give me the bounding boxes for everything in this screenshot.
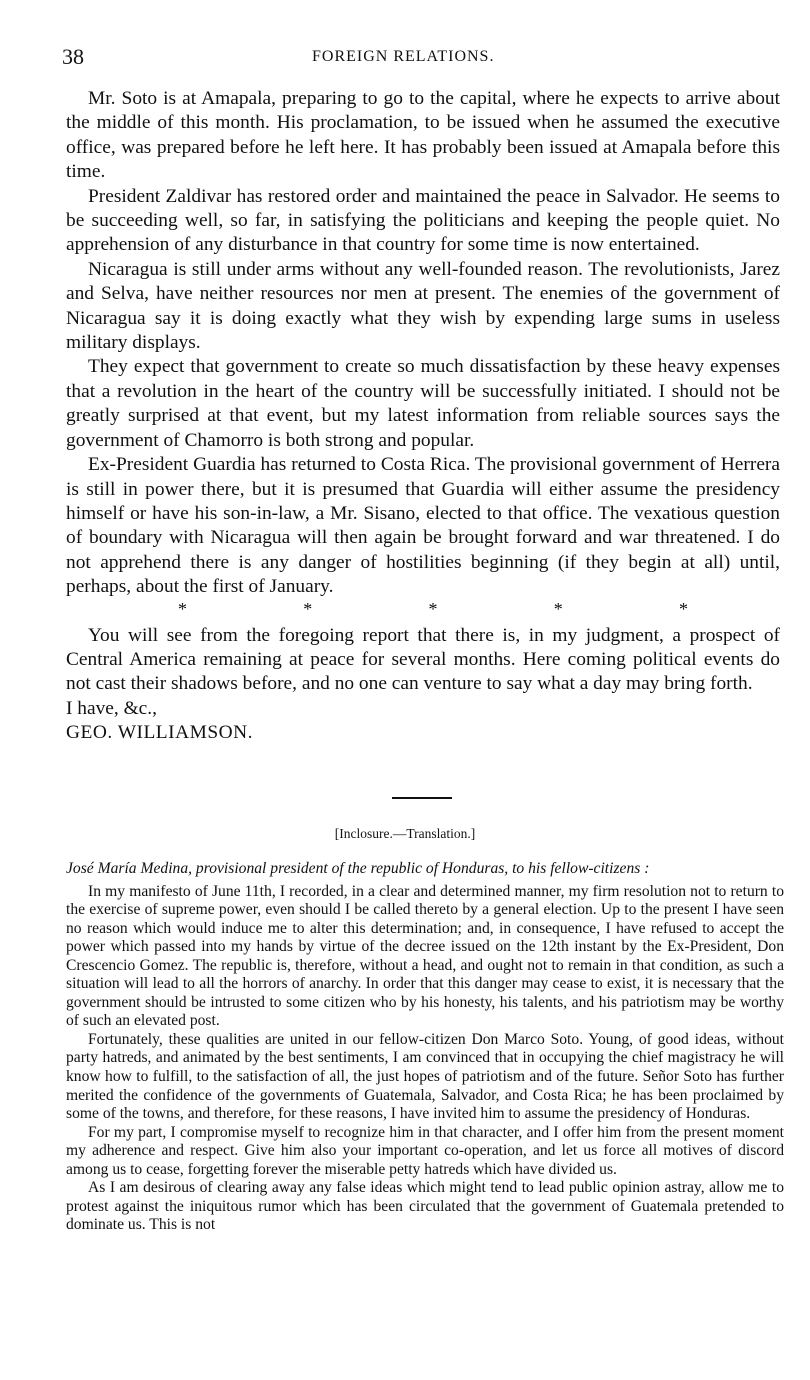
omission-stars [178, 600, 688, 618]
inclosure-paragraph: In my manifesto of June 11th, I recorded, in a clear and determined manner, my firm resolution not to return to the exercise of supreme power, even should I be called thereto by a general election. Up to the present I have seen no reason which would induce me to alter this determination; and, in consequence, I have refused to accept the power which passed into my hands by virtue of the decree issued on the 12th instant by the Ex-President, Don Crescencio Gomez. The republic is, therefore, without a head, and ought not to remain in that condition, as such a situation will lead to all the horrors of anarchy. In order that this danger may cease to exist, it is necessary that the government should be intrusted to some citizen who by his honesty, his talents, and his patriotism may be worthy of such an elevated post. [66, 882, 784, 1030]
omission-star: * [178, 598, 187, 619]
inclosure-paragraph: As I am desirous of clearing away any false ideas which might tend to lead public opinion astray, allow me to protest against the iniquitous rumor which has been circulated that the government of Guatemala pretended to dominate us. This is not [66, 1179, 784, 1234]
letter-paragraph: Ex-President Guardia has returned to Costa Rica. The provisional government of Herrera is still in power there, but it is presumed that Guardia will either assume the presidency himself or have his son-in-law, a Mr. Sisano, elected to that office. The vexatious question of boundary with Nicaragua will then again be brought forward and war threatened. I do not apprehend there is any danger of hostilities beginning (if they begin at all) until, perhaps, about the first of January. [66, 454, 780, 598]
page-header [62, 44, 780, 74]
omission-star: * [553, 598, 563, 619]
letter-paragraph: They expect that government to create so much dissatisfaction by these heavy expenses that a revolution in the heart of the country will be successfully initiated. I should not be greatly surprised at that event, but my latest information from reliable sources says the government of Chamorro is both strong and popular. [66, 356, 780, 451]
omission-star: * [679, 598, 688, 619]
inclosure-paragraph: For my part, I compromise myself to recognize him in that character, and I offer him from the present moment my adherence and respect. Give him also your important co-operation, and let us force all motives of discord among us to cease, forgetting forever the miserable petty hatreds which have divided us. [66, 1123, 784, 1178]
letter-paragraph: President Zaldivar has restored order and maintained the peace in Salvador. He seems to be succeeding well, so far, in satisfying the politicians and keeping the people quiet. No apprehension of any disturbance in that country for some time is now entertained. [66, 185, 780, 256]
letter-body [66, 87, 780, 746]
inclosure-heading: [Inclosure.—Translation.] [334, 826, 476, 841]
letter-signature: GEO. WILLIAMSON. [66, 722, 253, 744]
section-divider [392, 797, 452, 799]
page-number: 38 [62, 44, 84, 69]
letter-paragraph: Mr. Soto is at Amapala, preparing to go to the capital, where he expects to arrive about the middle of this month. His proclamation, to be issued when he assumed the executive office, was prepared before he left here. It has probably been issued at Amapala before this time. [66, 88, 780, 183]
omission-star: * [428, 598, 438, 619]
running-title: FOREIGN RELATIONS. [312, 48, 495, 65]
omission-star: * [303, 598, 313, 619]
letter-closing: I have, &c., [66, 697, 157, 719]
inclosure-paragraph: Fortunately, these qualities are united in our fellow-citizen Don Marco Soto. Young, of good ideas, without party hatreds, and animated by the best sentiments, I am convinced that in occupying the chief magistracy he will know how to fulfill, to the satisfaction of all, the just hopes of patriotism and of the future. Señor Soto has further merited the confidence of the governments of Guatemala, Salvador, and Costa Rica; he has been proclaimed by some of the towns, and therefore, for these reasons, I have invited him to assume the presidency of Honduras. [66, 1030, 784, 1123]
letter-final-paragraph: You will see from the foregoing report that there is, in my judgment, a prospect of Central America remaining at peace for several months. Here coming political events do not cast their shadows before, and no one can venture to say what a day may bring forth. [66, 624, 780, 695]
letter-paragraph: Nicaragua is still under arms without any well-founded reason. The revolutionists, Jarez and Selva, have neither resources nor men at present. The enemies of the government of Nicaragua say it is doing exactly what they wish by expending large sums in useless military displays. [66, 258, 780, 354]
inclosure-intro: José María Medina, provisional president of the republic of Honduras, to his fellow-citizens : [66, 860, 650, 877]
inclosure-body [66, 860, 784, 1235]
